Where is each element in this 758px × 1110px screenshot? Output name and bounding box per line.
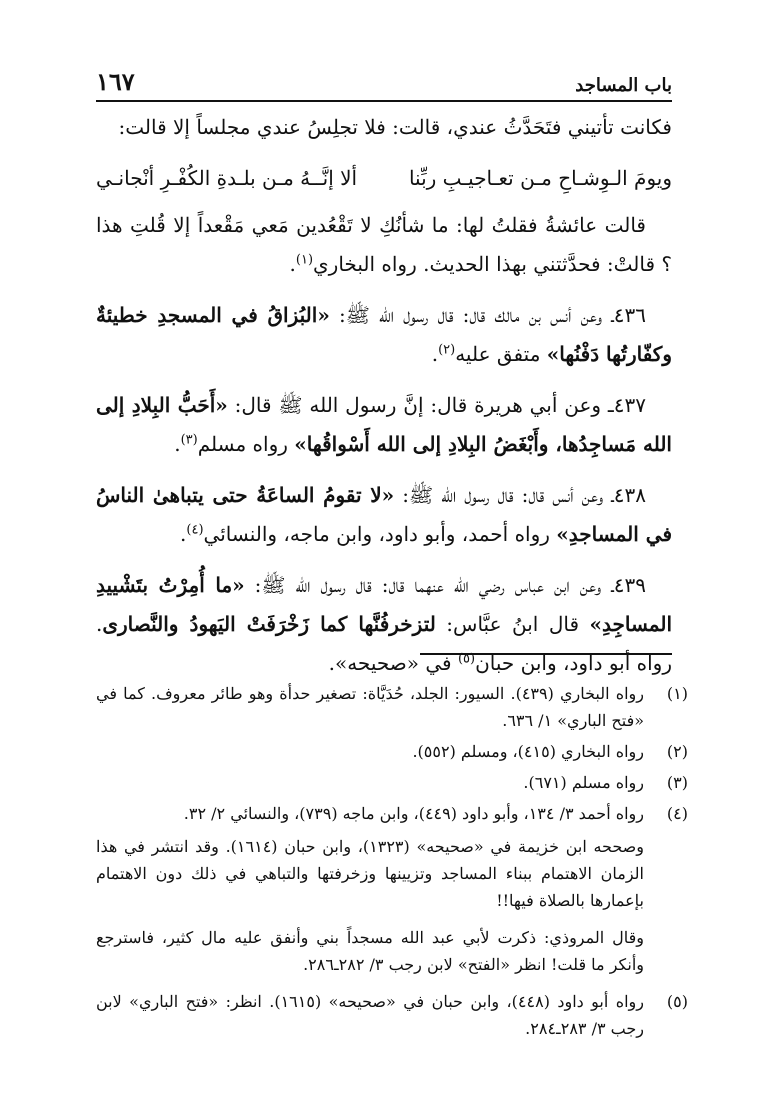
footnote-2	[96, 738, 688, 765]
footnotes-section	[96, 680, 688, 1046]
footnote-ref: (٥)	[457, 651, 476, 667]
chapter-title: باب المساجد	[575, 75, 672, 96]
hadith-quote: «البُزاقُ في المسجدِ خطيئةٌ وكفّارتُها دَفْنُها»	[96, 303, 672, 366]
hadith-source: متفق عليه	[455, 342, 547, 366]
hadith-intro: ٤٣٧ـ وعن أبي هريرة قال: إنَّ رسول الله ﷺ قال:	[227, 393, 646, 417]
hadith-source: رواه مسلم	[197, 432, 295, 456]
hadith-end: في «صحيحه».	[328, 651, 458, 675]
hadith-quote-2: لتزخرفُنَّها كما زَخْرَفَتْ اليَهودُ والنَّصارى	[102, 612, 436, 636]
hadith-source: رواه أحمد، وأبو داود، وابن ماجه، والنسائي	[203, 522, 557, 546]
intro-line	[96, 108, 672, 147]
intro-paragraph-text: قالت عائشةُ فقلتُ لها: ما شأنُكِ لا تَقْعُدين مَعي مَقْعداً إلا قُلتِ هذا ؟ قالتْ: فحدَّثتني بهذا الحديث. رواه البخاري	[96, 213, 672, 276]
hadith-436	[96, 296, 672, 374]
footnote-text: رواه البخاري (٤٣٩). السيور: الجلد، حُدَيَّاة: تصغير حدأة وهو طائر معروف. كما في «فتح الباري» ١/ ٦٣٦.	[96, 684, 644, 730]
footnote-number: (٤)	[666, 804, 688, 823]
footnote-ref: (٢)	[438, 342, 456, 358]
footnote-text: رواه أبو داود (٤٤٨)، وابن حبان في «صحيحه» (١٦١٥). انظر: «فتح الباري» لابن رجب ٣/ ٢٨٣ـ٢٨٤.	[96, 992, 644, 1038]
footnote-number: (٣)	[666, 773, 688, 792]
hadith-source: . رواه أبو داود، وابن حبان	[96, 612, 672, 675]
footnote-number: (٢)	[666, 742, 688, 761]
intro-line-text: فكانت تأتيني فتَحَدَّثُ عندي، قالت: فلا تجلِسُ عندي مجلساً إلا قالت:	[118, 115, 672, 139]
footnote-divider	[420, 653, 672, 655]
footnote-4	[96, 800, 688, 827]
footnote-4-quote: وقال المروذي: ذكرت لأبي عبد الله مسجداً بني وأنفق عليه مال كثير، فاسترجع وأنكر ما قلت! انظر «الفتح» لابن رجب ٣/ ٢٨٢ـ٢٨٦.	[96, 928, 644, 974]
hadith-437	[96, 386, 672, 464]
footnote-text: رواه أحمد ٣/ ١٣٤، وأبو داود (٤٤٩)، وابن ماجه (٧٣٩)، والنسائي ٢/ ٣٢.	[183, 804, 644, 823]
hadith-intro: ٤٣٦ـ وعن أنس بن مالك قال: قال رسول الله ﷺ:	[329, 303, 646, 327]
hadith-438	[96, 476, 672, 554]
footnote-5	[96, 988, 688, 1042]
hadith-end: .	[431, 342, 439, 366]
hadith-intro: ٤٣٩ـ وعن ابن عباس رضي الله عنهما قال: قال رسول الله ﷺ:	[244, 573, 646, 597]
main-text	[96, 108, 672, 695]
poem-verse	[96, 159, 672, 198]
hadith-intro: ٤٣٨ـ وعن أنس قال: قال رسول الله ﷺ:	[394, 483, 647, 507]
footnote-ref: (٤)	[186, 522, 204, 538]
page-number: ١٦٧	[96, 67, 135, 96]
footnote-3	[96, 769, 688, 796]
footnote-1	[96, 680, 688, 734]
footnote-ref: (٣)	[180, 432, 198, 448]
hadith-439	[96, 566, 672, 683]
page-header	[96, 62, 672, 102]
footnote-number: (١)	[666, 684, 688, 703]
hadith-end: .	[180, 522, 187, 546]
footnote-ref: (١)	[295, 252, 314, 268]
verse-second-hemistich: ألا إنَّــهُ مـن بلـدةِ الكُفْـرِ أنْجانـي	[96, 166, 358, 190]
hadith-quote: «ما أُمِرْتُ بتَشْييدِ المساجِدِ»	[96, 573, 672, 636]
footnote-text: رواه البخاري (٤١٥)، ومسلم (٥٥٢).	[412, 742, 644, 761]
hadith-comment: قال ابنُ عبَّاس:	[435, 612, 590, 636]
verse-first-hemistich: ويومَ الـوِشـاحِ مـن تعـاجيـبِ ربِّنا	[408, 166, 672, 190]
footnote-number: (٥)	[666, 992, 688, 1011]
hadith-quote: «أَحَبُّ البِلادِ إلى الله مَساجِدُها، وأَبْغَضُ البِلادِ إلى الله أَسْواقُها»	[96, 393, 672, 456]
footnote-4-commentary: وصححه ابن خزيمة في «صحيحه» (١٣٢٣)، وابن حبان (١٦١٤). وقد انتشر في هذا الزمان الاهتمام ببناء المساجد وتزيينها وزخرفتها والتباهي في ذلك دون الاهتمام بإعمارها بالصلاة فيها!!	[96, 837, 644, 910]
hadith-end: .	[174, 432, 181, 456]
hadith-quote: «لا تقومُ الساعَةُ حتى يتباهىٰ الناسُ في المساجدِ»	[96, 483, 672, 546]
footnote-text: رواه مسلم (٦٧١).	[523, 773, 644, 792]
intro-paragraph: قالت عائشةُ فقلتُ لها: ما شأنُكِ لا تَقْعُدين مَعي مَقْعداً إلا قُلتِ هذا ؟ قالتْ: فحدَّثتني بهذا الحديث. رواه البخاري$^{(١)}$.	[96, 213, 672, 276]
